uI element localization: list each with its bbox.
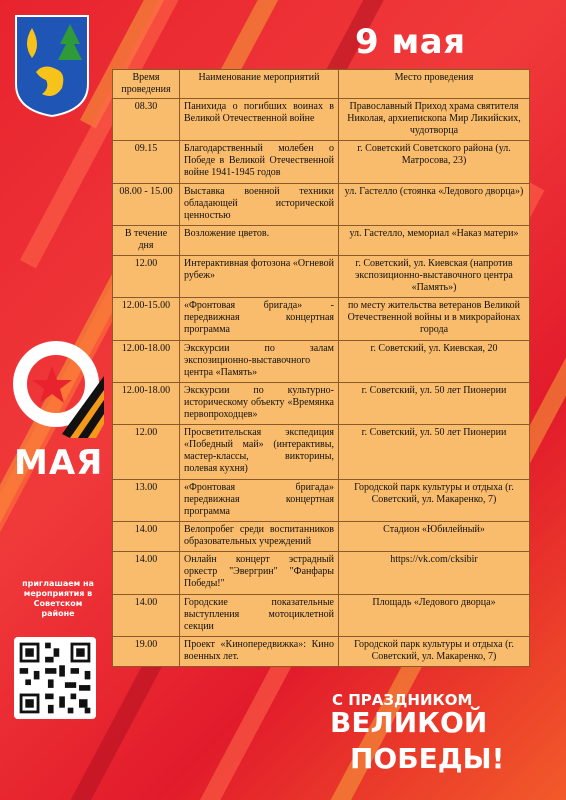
table-row <box>113 183 530 225</box>
page-title: 9 мая <box>355 22 466 62</box>
cell-link[interactable]: https://vk.com/cksibir <box>339 552 530 594</box>
cell-time: 12.00 <box>113 425 180 480</box>
st-george-ribbon-icon <box>62 376 104 438</box>
cell-place: г. Советский, ул. Киевская (напротив экспозиционно-выставочного центра «Память») <box>339 255 530 297</box>
cell-time: 12.00-15.00 <box>113 298 180 340</box>
cell-event: Городские показательные выступления мотоциклетной секции <box>180 594 339 636</box>
cell-place: Стадион «Юбилейный» <box>339 522 530 552</box>
cell-event: Онлайн концерт эстрадный оркестр "Эвергрин" "Фанфары Победы!" <box>180 552 339 594</box>
cell-time: 14.00 <box>113 594 180 636</box>
victory-day-badge <box>12 338 104 438</box>
header-time: Время проведения <box>113 70 180 99</box>
cell-time: В течение дня <box>113 225 180 255</box>
table-row <box>113 225 530 255</box>
table-row <box>113 141 530 183</box>
cell-place: Городской парк культуры и отдыха (г. Советский, ул. Макаренко, 7) <box>339 479 530 521</box>
cell-event: Панихида о погибших воинах в Великой Отечественной войне <box>180 99 339 141</box>
cell-event: Благодарственный молебен о Победе в Великой Отечественной войне 1941-1945 годов <box>180 141 339 183</box>
table-row <box>113 99 530 141</box>
header-event: Наименование мероприятий <box>180 70 339 99</box>
cell-event: Выставка военной техники обладающей исторической ценностью <box>180 183 339 225</box>
cell-event: Интерактивная фотозона «Огневой рубеж» <box>180 255 339 297</box>
cell-time: 14.00 <box>113 522 180 552</box>
qr-code[interactable] <box>14 637 96 719</box>
greeting-line-1: С ПРАЗДНИКОМ <box>332 691 473 709</box>
cell-place: Городской парк культуры и отдыха (г. Советский, ул. Макаренко, 7) <box>339 636 530 666</box>
cell-place: г. Советский, ул. Киевская, 20 <box>339 340 530 382</box>
cell-time: 12.00-18.00 <box>113 382 180 424</box>
table-row <box>113 298 530 340</box>
cell-event: Велопробег среди воспитанников образовательных учреждений <box>180 522 339 552</box>
events-table <box>112 69 530 667</box>
cell-event: «Фронтовая бригада» - передвижная концертная программа <box>180 298 339 340</box>
cell-place: г. Советский Советского района (ул. Матросова, 23) <box>339 141 530 183</box>
cell-time: 13.00 <box>113 479 180 521</box>
greeting-line-2: ВЕЛИКОЙ <box>330 706 488 739</box>
cell-place: г. Советский, ул. 50 лет Пионерии <box>339 425 530 480</box>
cell-time: 12.00 <box>113 255 180 297</box>
table-row <box>113 636 530 666</box>
cell-place: по месту жительства ветеранов Великой Отечественной войны и в микрорайонах города <box>339 298 530 340</box>
table-row <box>113 594 530 636</box>
cell-time: 19.00 <box>113 636 180 666</box>
cell-place: ул. Гастелло, мемориал «Наказ матери» <box>339 225 530 255</box>
cell-time: 08.30 <box>113 99 180 141</box>
cell-time: 09.15 <box>113 141 180 183</box>
cell-time: 08.00 - 15.00 <box>113 183 180 225</box>
cell-event: Возложение цветов. <box>180 225 339 255</box>
table-row <box>113 425 530 480</box>
cell-place: Площадь «Ледового дворца» <box>339 594 530 636</box>
invite-text: приглашаем на мероприятия в Советском районе <box>22 579 94 618</box>
table-row <box>113 479 530 521</box>
cell-place: г. Советский, ул. 50 лет Пионерии <box>339 382 530 424</box>
cell-time: 14.00 <box>113 552 180 594</box>
cell-event: «Фронтовая бригада» передвижная концертная программа <box>180 479 339 521</box>
district-emblem <box>14 14 90 118</box>
cell-event: Экскурсии по залам экспозиционно-выставочного центра «Память» <box>180 340 339 382</box>
cell-time: 12.00-18.00 <box>113 340 180 382</box>
table-header-row <box>113 70 530 99</box>
header-place: Место проведения <box>339 70 530 99</box>
greeting-line-3: ПОБЕДЫ! <box>350 742 505 775</box>
cell-place: Православный Приход храма святителя Николая, архиепископа Мир Ликийских, чудотворца <box>339 99 530 141</box>
table-row <box>113 522 530 552</box>
cell-event: Экскурсии по культурно-историческому объекту «Времянка первопроходцев» <box>180 382 339 424</box>
cell-place: ул. Гастелло (стоянка «Ледового дворца») <box>339 183 530 225</box>
cell-event: Проект «Кинопередвижка»: Кино военных лет. <box>180 636 339 666</box>
table-row <box>113 255 530 297</box>
table-row <box>113 340 530 382</box>
table-row <box>113 552 530 594</box>
may-text: МАЯ <box>14 443 104 483</box>
table-row <box>113 382 530 424</box>
cell-event: Просветительская экспедиция «Победный май» (интерактивы, мастер-классы, викторины, полевая кухня) <box>180 425 339 480</box>
